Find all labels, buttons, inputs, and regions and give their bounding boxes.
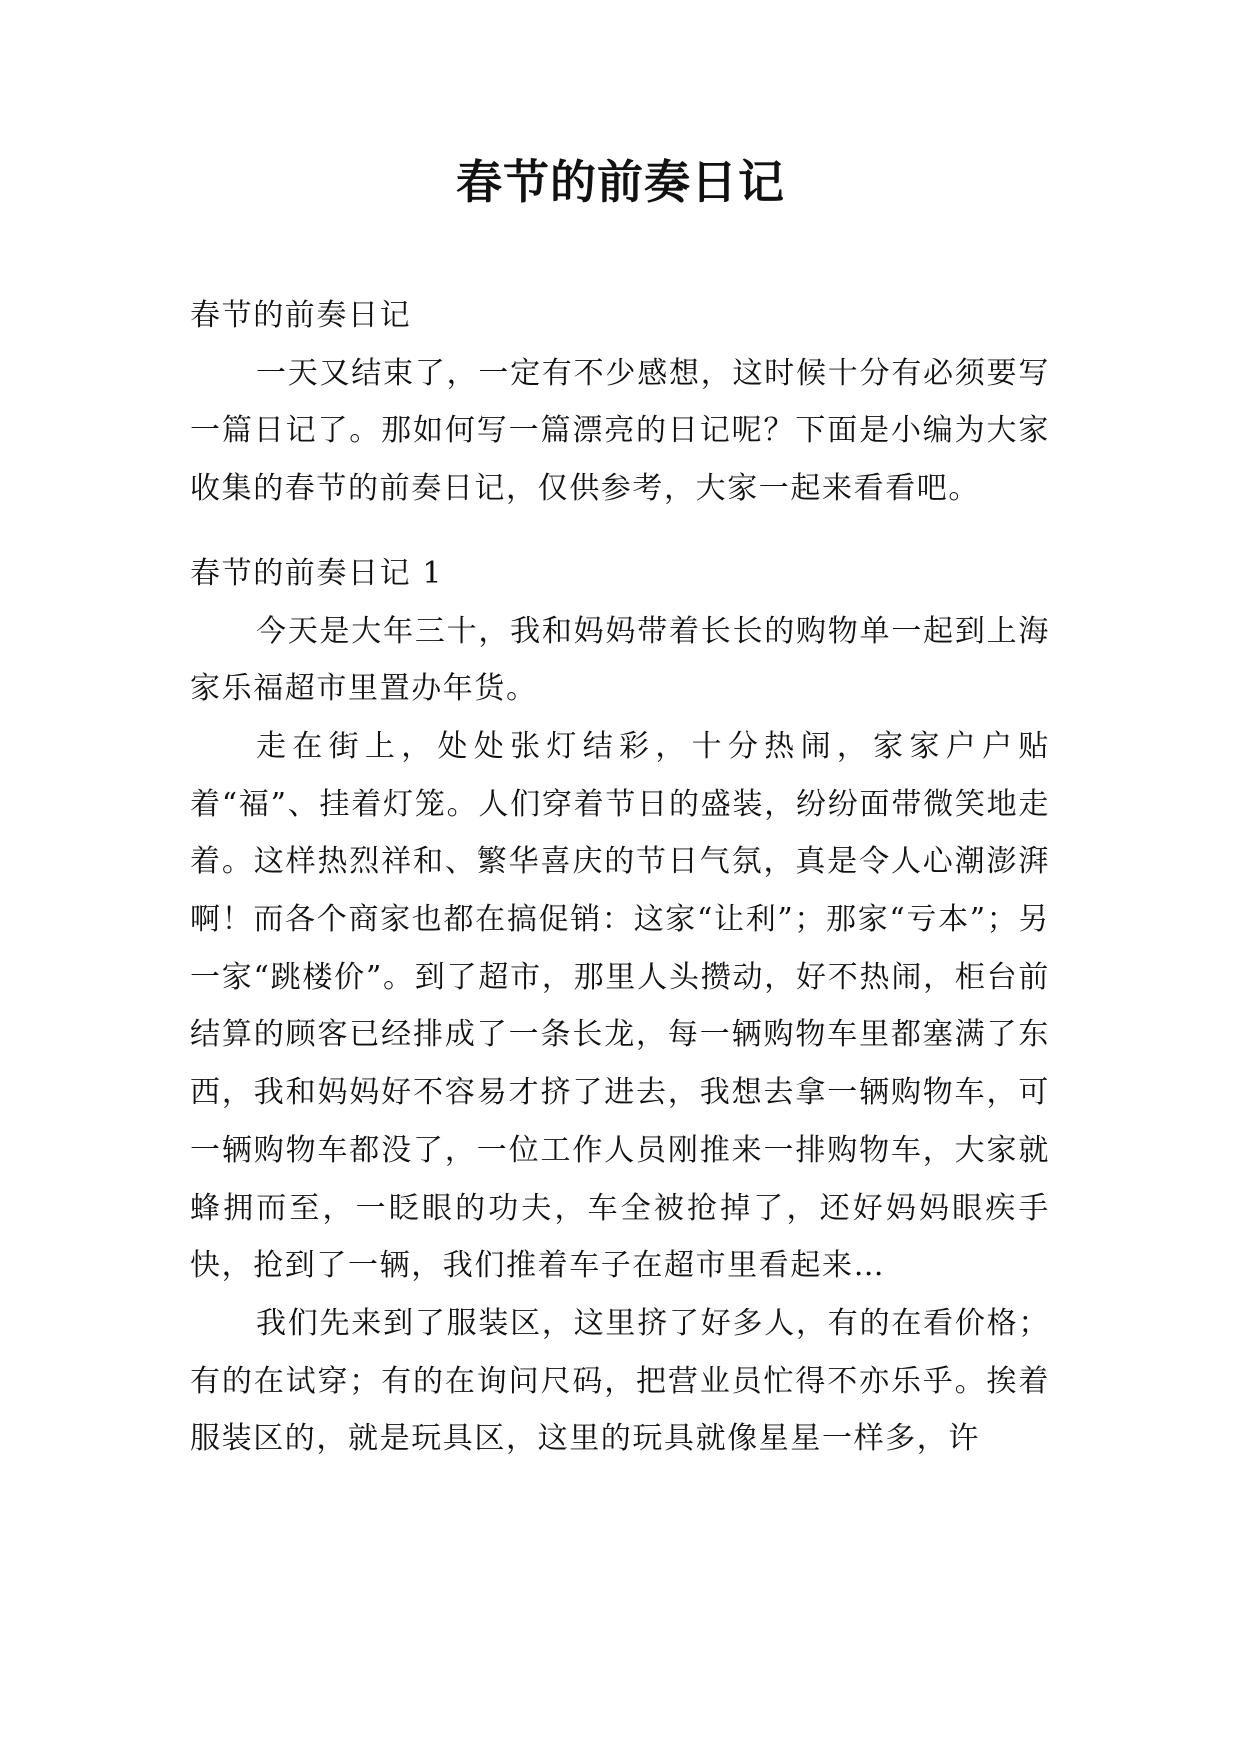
section-spacer bbox=[190, 518, 1050, 545]
section-heading: 春节的前奏日记 bbox=[190, 298, 412, 333]
document-title: 春节的前奏日记 bbox=[456, 155, 785, 209]
body-paragraph: 我们先来到了服装区，这里挤了好多人，有的在看价格；有的在试穿；有的在询问尺码，把营业员忙得不亦乐乎。挨着服装区的，就是玩具区，这里的玩具就像星星一样多，许 bbox=[190, 1305, 1050, 1457]
body-paragraph: 今天是大年三十，我和妈妈带着长长的购物单一起到上海家乐福超市里置办年货。 bbox=[190, 613, 1050, 707]
section-heading: 春节的前奏日记 1 bbox=[190, 555, 444, 591]
body-paragraph: 走在街上，处处张灯结彩，十分热闹，家家户户贴着“福”、挂着灯笼。人们穿着节日的盛装，纷纷面带微笑地走着。这样热烈祥和、繁华喜庆的节日气氛，真是令人心潮澎湃啊！而各个商家也都在搞促销：这家“让利”；那家“亏本”；另一家“跳楼价”。到了超市，那里人头攒动，好不热闹，柜台前结算的顾客已经排成了一条长龙，每一辆购物车里都塞满了东西，我和妈妈好不容易才挤了进去，我想去拿一辆购物车，可一辆购物车都没了，一位工作人员刚推来一排购物车，大家就蜂拥而至，一眨眼的功夫，车全被抢掉了，还好妈妈眼疾手快，抢到了一辆，我们推着车子在超市里看起来… bbox=[190, 728, 1050, 1284]
document-body bbox=[190, 287, 1050, 1468]
intro-paragraph: 一天又结束了，一定有不少感想，这时候十分有必须要写一篇日记了。那如何写一篇漂亮的日记呢？下面是小编为大家收集的春节的前奏日记，仅供参考，大家一起来看看吧。 bbox=[190, 355, 1050, 507]
